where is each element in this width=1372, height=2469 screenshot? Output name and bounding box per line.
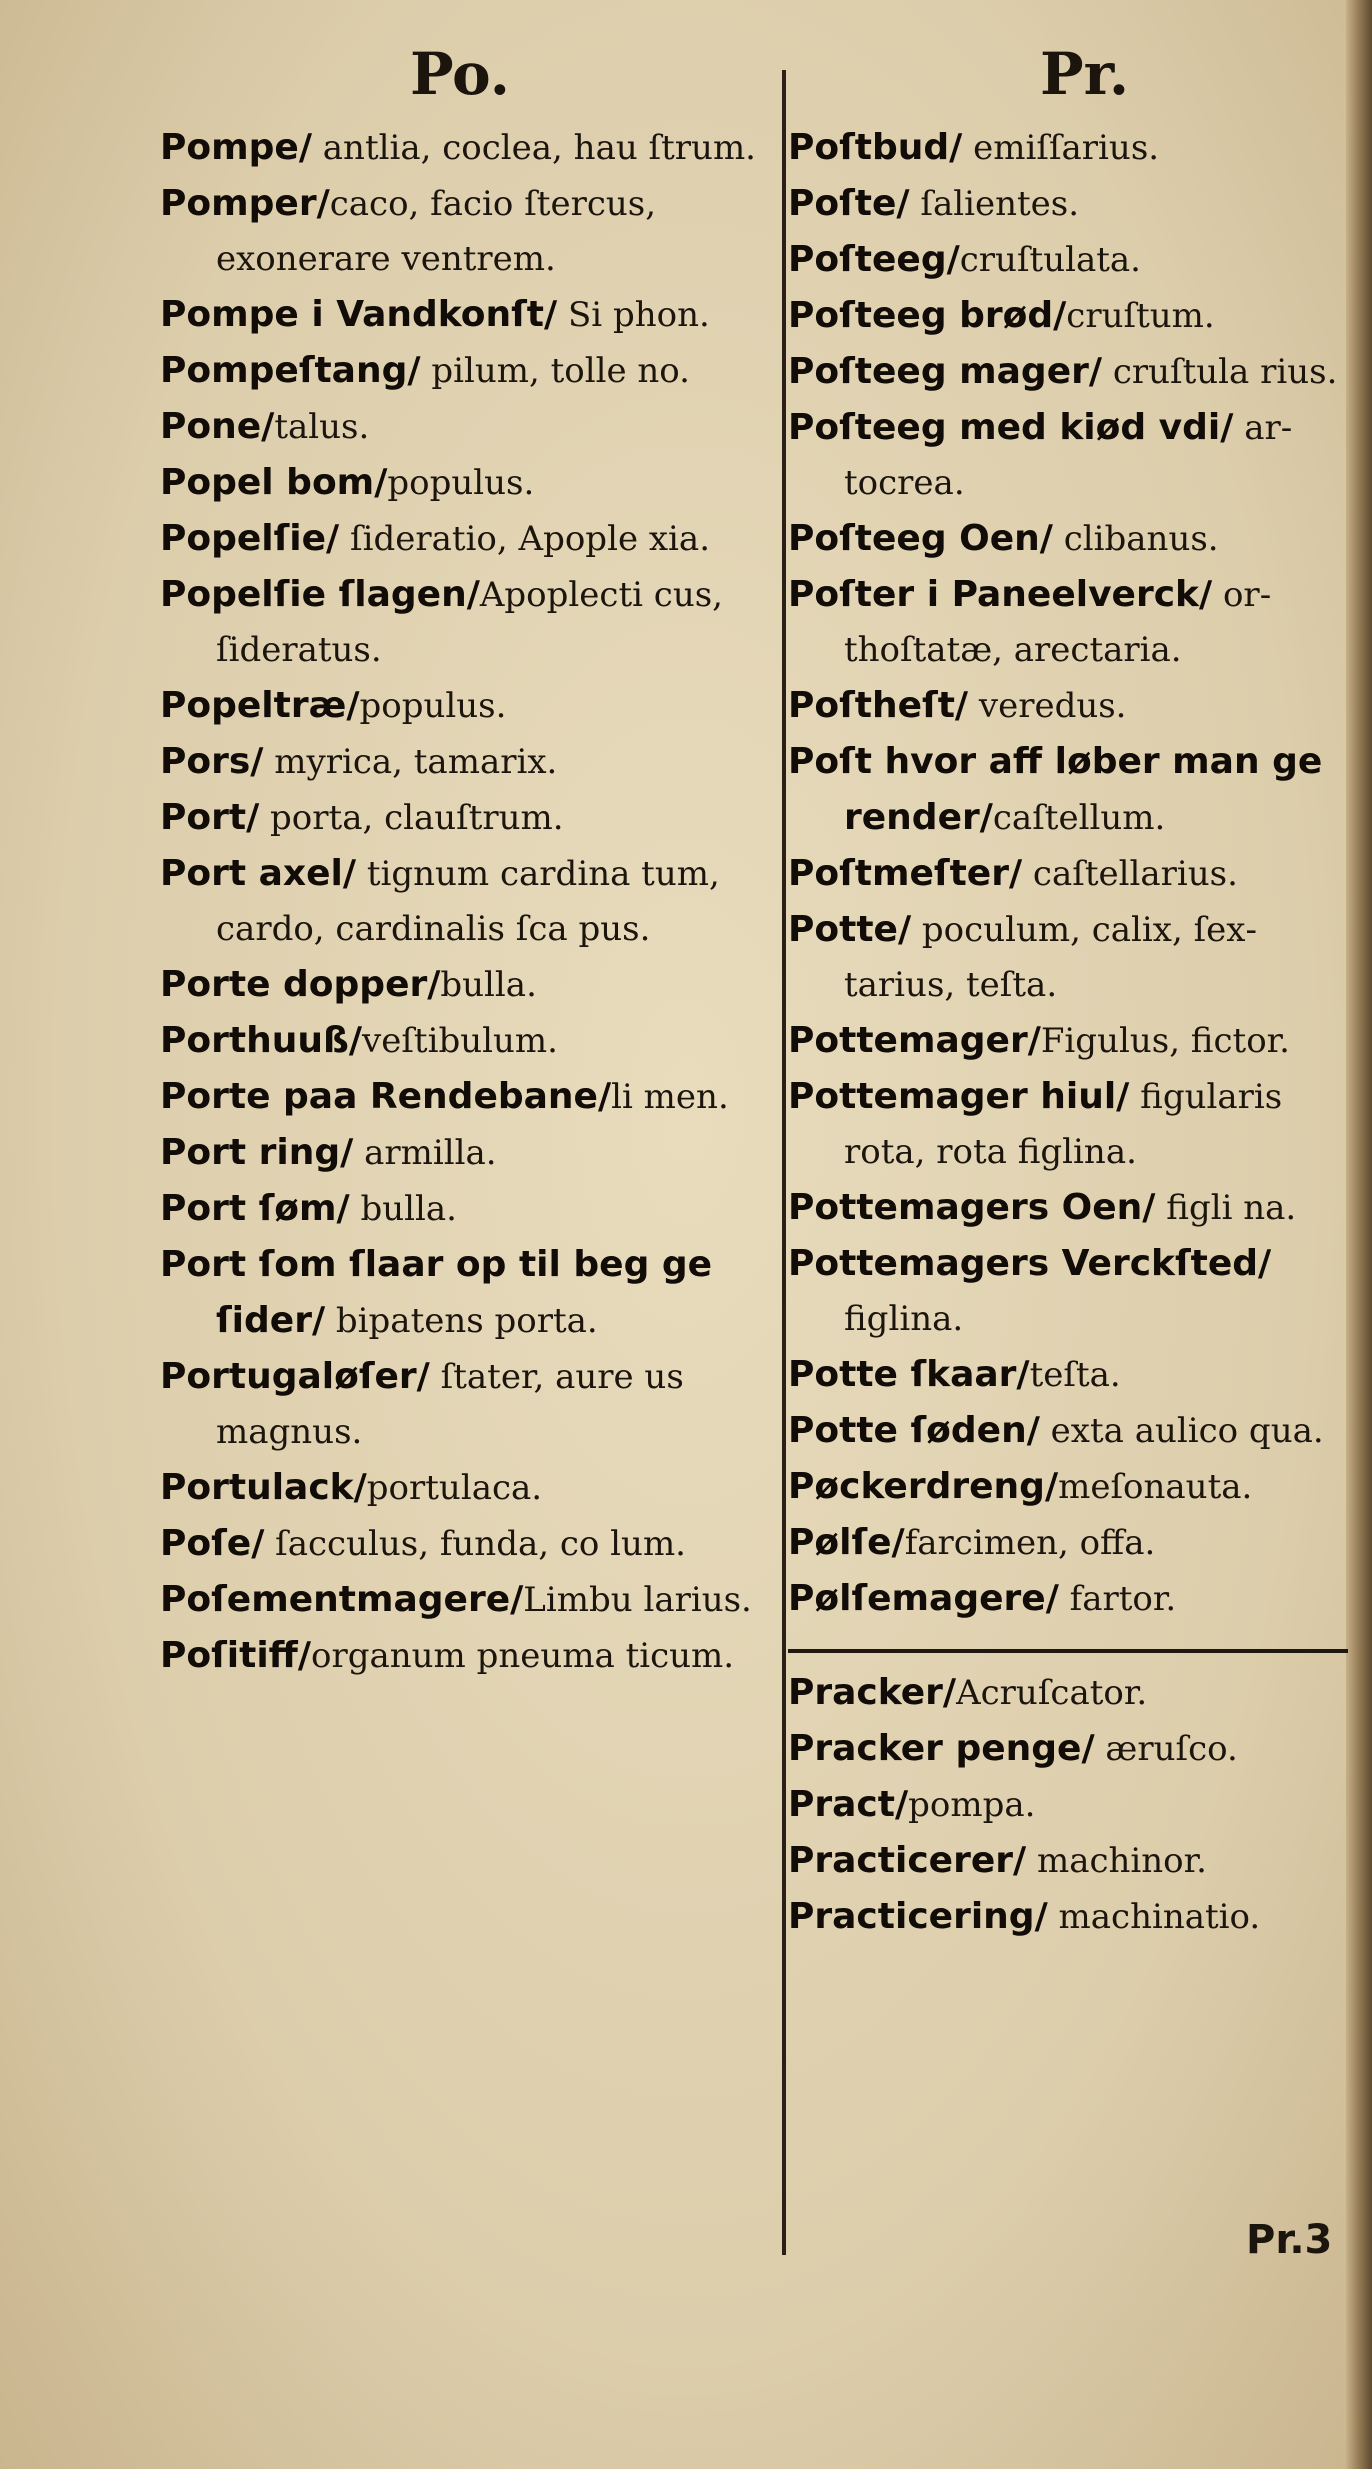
column-rule	[782, 70, 786, 2255]
latin-definition: cruſtula rius.	[1102, 352, 1338, 392]
headword: Potte/	[788, 909, 912, 950]
dictionary-entry	[160, 1349, 760, 1460]
dictionary-entry	[788, 1571, 1356, 1627]
latin-definition: talus.	[274, 407, 370, 447]
dictionary-entry	[160, 1628, 760, 1684]
headword: Pottemager/	[788, 1020, 1041, 1061]
headword: Pøckerdreng/	[788, 1466, 1059, 1507]
latin-definition: bipatens porta.	[325, 1301, 598, 1341]
dictionary-entry	[788, 120, 1356, 176]
latin-definition: Limbu larius.	[523, 1580, 752, 1620]
latin-definition: ſalientes.	[909, 184, 1080, 224]
latin-definition: veſtibulum.	[362, 1021, 558, 1061]
dictionary-entry	[160, 1069, 760, 1125]
latin-definition: figularis rota, rota figlina.	[844, 1077, 1283, 1172]
dictionary-entry	[160, 678, 760, 734]
latin-definition: pompa.	[908, 1785, 1036, 1825]
dictionary-entry	[788, 400, 1356, 511]
headword: Pone/	[160, 406, 275, 447]
headword: Practicerer/	[788, 1840, 1027, 1881]
headword: Porthuuß/	[160, 1020, 363, 1061]
headword: Poſtmeſter/	[788, 853, 1023, 894]
dictionary-entry	[160, 176, 760, 287]
headword: Poſt hvor aff løber man ge render/	[788, 741, 1323, 838]
dictionary-entry	[160, 1181, 760, 1237]
latin-definition: populus.	[387, 463, 535, 503]
headword: Poſe/	[160, 1523, 265, 1564]
latin-definition: figli na.	[1155, 1188, 1297, 1228]
headword: Pølſemagere/	[788, 1578, 1059, 1619]
latin-definition: myrica, tamarix.	[263, 742, 558, 782]
headword: Porte paa Rendebane/	[160, 1076, 612, 1117]
headword: Pracker penge/	[788, 1728, 1095, 1769]
dictionary-entry	[788, 1347, 1356, 1403]
dictionary-entry	[160, 343, 760, 399]
latin-definition: caco, facio ſtercus, exonerare ventrem.	[216, 184, 657, 279]
dictionary-entry	[788, 902, 1356, 1013]
dictionary-entry	[160, 399, 760, 455]
headword: Poſitiff/	[160, 1635, 311, 1676]
dictionary-entry	[788, 1403, 1356, 1459]
dictionary-entry	[160, 1460, 760, 1516]
latin-definition: armilla.	[353, 1133, 497, 1173]
latin-definition: poculum, calix, ſex tarius, teſta.	[844, 910, 1257, 1005]
signature-mark: Pr.3	[1246, 2217, 1333, 2263]
headword: Popelſie/	[160, 518, 340, 559]
headword: Pompe/	[160, 127, 312, 168]
headword: Poſte/	[788, 183, 910, 224]
latin-definition: cruſtulata.	[959, 240, 1141, 280]
dictionary-entry	[788, 734, 1356, 846]
headword: Port/	[160, 797, 260, 838]
headword: Pract/	[788, 1784, 909, 1825]
right-column	[788, 120, 1356, 1945]
dictionary-entry	[788, 1721, 1356, 1777]
headword: Pracker/	[788, 1672, 957, 1713]
latin-definition: exta aulico qua.	[1039, 1411, 1324, 1451]
headword: Poſtbud/	[788, 127, 963, 168]
latin-definition: li men.	[611, 1077, 729, 1117]
headword: Pottemager hiul/	[788, 1076, 1130, 1117]
latin-definition: clibanus.	[1052, 519, 1219, 559]
running-head-right: Pr.	[1040, 40, 1130, 108]
headword: Popelſie ſlagen/	[160, 574, 480, 615]
dictionary-entry	[160, 1237, 760, 1349]
dictionary-entry	[160, 120, 760, 176]
headword: Poſteeg Oen/	[788, 518, 1053, 559]
dictionary-entry	[788, 1459, 1356, 1515]
headword: Poſteeg brød/	[788, 295, 1067, 336]
headword: Portugaløſer/	[160, 1356, 430, 1397]
dictionary-entry	[788, 232, 1356, 288]
latin-definition: tignum cardina tum, cardo, cardinalis ſca pus.	[216, 854, 720, 949]
dictionary-entry	[788, 846, 1356, 902]
dictionary-entry	[788, 511, 1356, 567]
latin-definition: Figulus, fictor.	[1040, 1021, 1290, 1061]
latin-definition: bulla.	[349, 1189, 457, 1229]
headword: Pottemagers Oen/	[788, 1187, 1156, 1228]
dictionary-entry	[788, 567, 1356, 678]
latin-definition: organum pneuma ticum.	[310, 1636, 735, 1676]
dictionary-entry	[160, 734, 760, 790]
latin-definition: figlina.	[844, 1299, 964, 1339]
latin-definition: farcimen, offa.	[904, 1523, 1156, 1563]
latin-definition: teſta.	[1029, 1355, 1121, 1395]
dictionary-entry	[160, 790, 760, 846]
dictionary-entry	[160, 567, 760, 678]
latin-definition: porta, clauſtrum.	[259, 798, 564, 838]
dictionary-entry	[788, 1069, 1356, 1180]
headword: Pompe i Vandkonſt/	[160, 294, 558, 335]
dictionary-entry	[788, 1013, 1356, 1069]
latin-definition: portulaca.	[366, 1468, 543, 1508]
latin-definition: æruſco.	[1094, 1729, 1238, 1769]
latin-definition: antlia, coclea, hau ſtrum.	[311, 128, 756, 168]
headword: Potte ſkaar/	[788, 1354, 1030, 1395]
dictionary-entry	[788, 1833, 1356, 1889]
left-column	[160, 120, 760, 1684]
latin-definition: or thoſtatæ, arectaria.	[844, 575, 1272, 670]
latin-definition: populus.	[359, 686, 507, 726]
right-column-entries	[788, 120, 1356, 1627]
dictionary-entry	[788, 288, 1356, 344]
dictionary-entry	[788, 1777, 1356, 1833]
dictionary-entry	[160, 1572, 760, 1628]
right-column-entries-pr	[788, 1665, 1356, 1945]
headword: Popel bom/	[160, 462, 388, 503]
headword: Poſementmagere/	[160, 1579, 524, 1620]
latin-definition: meſonauta.	[1058, 1467, 1253, 1507]
latin-definition: ſtater, aure us magnus.	[216, 1357, 684, 1452]
dictionary-entry	[160, 846, 760, 957]
headword: Poſteeg mager/	[788, 351, 1103, 392]
headword: Potte ſøden/	[788, 1410, 1040, 1451]
headword: Poſtheſt/	[788, 685, 969, 726]
section-divider	[788, 1649, 1348, 1653]
latin-definition: caſtellarius.	[1022, 854, 1238, 894]
latin-definition: ſideratio, Apople xia.	[339, 519, 710, 559]
headword: Poſteeg/	[788, 239, 960, 280]
dictionary-entry	[788, 1236, 1356, 1347]
latin-definition: cruſtum.	[1066, 296, 1215, 336]
dictionary-entry	[788, 176, 1356, 232]
dictionary-entry	[160, 957, 760, 1013]
headword: Port axel/	[160, 853, 357, 894]
headword: Portulack/	[160, 1467, 367, 1508]
latin-definition: machinatio.	[1047, 1897, 1261, 1937]
headword: Poſter i Paneelverck/	[788, 574, 1213, 615]
latin-definition: Acruſcator.	[956, 1673, 1148, 1713]
dictionary-entry	[160, 455, 760, 511]
headword: Pottemagers Verckſted/	[788, 1243, 1272, 1284]
latin-definition: ar tocrea.	[844, 408, 1293, 503]
dictionary-entry	[788, 678, 1356, 734]
latin-definition: pilum, tolle no.	[420, 351, 690, 391]
headword: Popeltræ/	[160, 685, 360, 726]
dictionary-entry	[160, 1013, 760, 1069]
dictionary-entry	[160, 287, 760, 343]
dictionary-entry	[788, 1180, 1356, 1236]
latin-definition: ſacculus, funda, co lum.	[264, 1524, 686, 1564]
latin-definition: Si phon.	[557, 295, 710, 335]
headword: Porte dopper/	[160, 964, 441, 1005]
latin-definition: machinor.	[1026, 1841, 1207, 1881]
headword: Pølſe/	[788, 1522, 905, 1563]
headword: Port ſom ſlaar op til beg ge ſider/	[160, 1244, 713, 1341]
headword: Practicering/	[788, 1896, 1048, 1937]
headword: Port ſøm/	[160, 1188, 350, 1229]
headword: Pompeſtang/	[160, 350, 421, 391]
dictionary-entry	[788, 344, 1356, 400]
running-head-left: Po.	[410, 40, 510, 108]
dictionary-entry	[160, 511, 760, 567]
dictionary-entry	[160, 1125, 760, 1181]
latin-definition: bulla.	[440, 965, 537, 1005]
latin-definition: fartor.	[1058, 1579, 1177, 1619]
latin-definition: veredus.	[968, 686, 1127, 726]
headword: Pomper/	[160, 183, 330, 224]
dictionary-entry	[160, 1516, 760, 1572]
dictionary-entry	[788, 1665, 1356, 1721]
dictionary-entry	[788, 1515, 1356, 1571]
headword: Poſteeg med kiød vdi/	[788, 407, 1234, 448]
latin-definition: Apoplecti cus, ſideratus.	[216, 575, 723, 670]
headword: Pors/	[160, 741, 264, 782]
headword: Port ring/	[160, 1132, 354, 1173]
latin-definition: emiſſarius.	[962, 128, 1160, 168]
dictionary-entry	[788, 1889, 1356, 1945]
latin-definition: caſtellum.	[992, 798, 1166, 838]
